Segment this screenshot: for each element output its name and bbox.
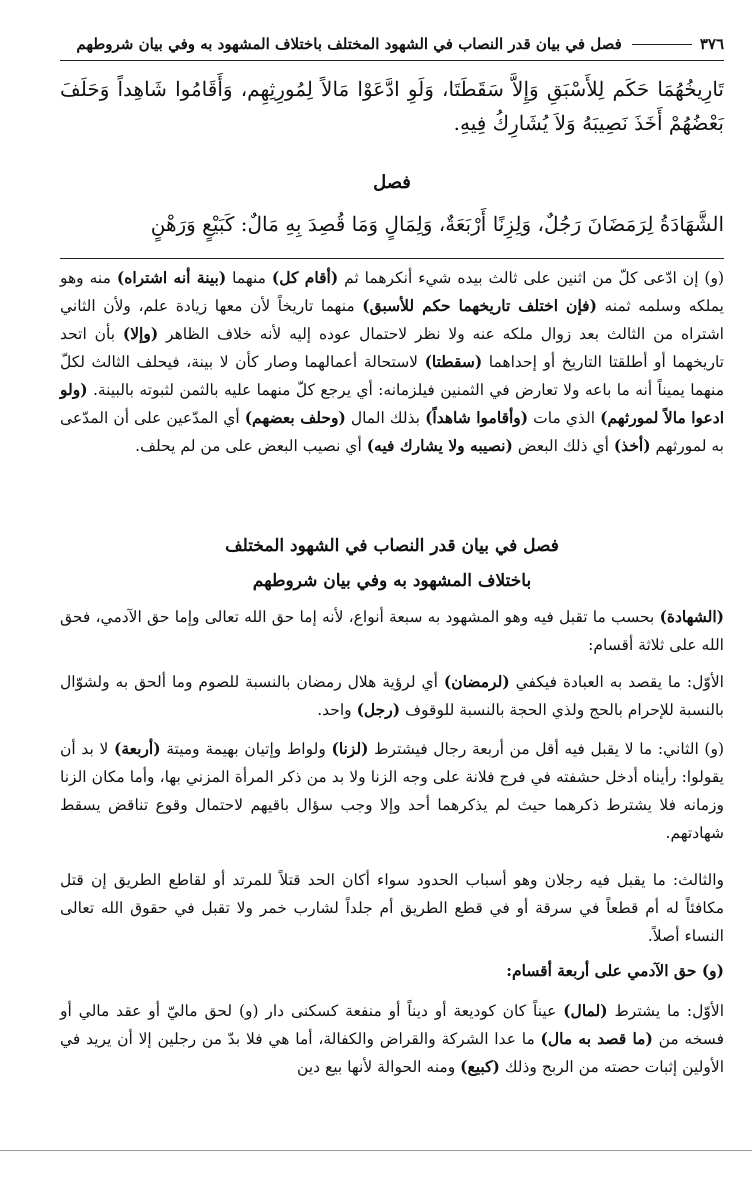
sharh-text: منهما تاريخاً لأن معها زيادة علم، ولأن الثاني اشتراه من الثالث بعد زوال ملكه عنه ولا نظر لاحتمال عوده إليه لأنه خلاف الظاهر <box>60 297 724 343</box>
matn-quote: (أربعة) <box>113 739 161 758</box>
sharh-text: الأوّل: ما يقصد به العبادة فيكفي <box>515 673 724 691</box>
matn-quote: (ما قصد به مال) <box>540 1029 653 1048</box>
sharh-text: ما عدا الشركة والقراض والكفالة، أما هي فلا بدّ من رجلين إلا أن يريد في الأولين إثبات حصته من الربح وذلك <box>60 1030 724 1076</box>
sharh-text: (و) إن ادّعى كلّ من اثنين على ثالث بيده شيء أنكرهما ثم <box>344 269 725 287</box>
sharh-text: (و) الثاني: ما لا يقبل فيه أقل من أربعة رجال فيشترط <box>374 740 725 758</box>
matn-quote: (ولو ادعوا مالاً لمورثهم) <box>60 380 725 427</box>
sharh-text: منه وهو يملكه وسلمه ثمنه <box>60 269 724 315</box>
sharh-text: عيناً كان كوديعة أو ديناً أو منفعة كسكنى دار (و) لحق ماليّ أو عقد مالي أو فسخه من <box>60 1002 724 1048</box>
sharh-text: الأوّل: ما يشترط <box>614 1002 725 1020</box>
matn-quote: (كبيع) <box>460 1057 500 1076</box>
sharh-text: أي المدّعين على أن المدّعى به لمورثهم <box>60 409 724 455</box>
matn-quote: (بينة أنه اشتراه) <box>116 268 227 287</box>
running-header <box>60 28 724 61</box>
paragraph-money <box>60 997 724 1081</box>
matn-quote: (أقام كل) <box>271 268 339 287</box>
matn-quote: (لمال) <box>563 1001 608 1020</box>
matn-quote: (الشهادة) <box>659 607 724 626</box>
sharh-text: منهما <box>232 269 266 287</box>
paragraph-first-kind <box>60 668 724 724</box>
sharh-text: ومنه الحوالة لأنها بيع دين <box>297 1058 456 1076</box>
sharh-text: ولواط وإتيان بهيمة وميتة <box>166 740 326 758</box>
matn-quote: (وإلا) <box>122 324 159 343</box>
matn-text-1: تَارِيخُهُمَا حَكَم لِلأَسْبَقِ وَإِلاَّ سَقَطَتَا، وَلَوِ ادَّعَوْا مَالاً لِمُورِثِهِم، وَأَقَامُوا شَاهِداً وَحَلَفَ بَعْضُهُمْ أَخَذَ نَصِيبَهُ وَلاَ يُشَارِكُ فِيهِ. <box>60 77 724 135</box>
matn-sharh-divider <box>60 258 724 259</box>
matn-quote: (لزنا) <box>331 739 369 758</box>
paragraph-second-kind <box>60 735 724 847</box>
matn-quote: (وحلف بعضهم) <box>244 408 346 427</box>
matn-quote: (فإن اختلف تاريخهما حكم للأسبق) <box>362 296 597 315</box>
sharh-text: بذلك المال <box>350 409 421 427</box>
header-dash <box>632 44 692 45</box>
sharh-text: أي لرؤية هلال رمضان بالنسبة للصوم وما ألحق به ولشوّال بالنسبة للإحرام بالحج ولذي الحجة بالنسبة للوقوف <box>60 673 724 719</box>
page-number: ٣٧٦ <box>699 35 724 53</box>
matn-quote: (وأقاموا شاهداً) <box>425 408 529 427</box>
page-bottom-edge <box>0 1150 752 1151</box>
section-title-line-1: فصل في بيان قدر النصاب في الشهود المختلف <box>225 536 559 556</box>
section-title-line-2: باختلاف المشهود به وفي بيان شروطهم <box>252 571 532 591</box>
sharh-text: أي ذلك البعض <box>517 437 609 455</box>
matn-quote: (أخذ) <box>613 436 651 455</box>
header-title: فصل في بيان قدر النصاب في الشهود المختلف باختلاف المشهود به وفي بيان شروطهم <box>76 35 622 53</box>
sharh-paragraph-1 <box>60 264 724 460</box>
matn-quote: (سقطتا) <box>424 352 483 371</box>
sharh-text: الذي مات <box>533 409 596 427</box>
paragraph-third-kind: والثالث: ما يقبل فيه رجلان وهو أسباب الحدود سواء أكان الحد قتلاً للمرتد أو لقاطع الطريق إن قتل مكافئاً له أم قطعاً في سرقة أو في قطع الطريق أم جلداً لشارب خمر ولا تقبل في حقوق الله تعالى النساء أصلاً. <box>60 871 724 945</box>
matn-text-2: الشَّهَادَةُ لِرَمَضَانَ رَجُلٌ، وَلِزِنًا أَرْبَعَةٌ، وَلِمَالٍ وَمَا قُصِدَ بِهِ مَالٌ: كَبَيْعٍ وَرَهْنٍ <box>150 212 724 236</box>
sharh-text: لا بد أن يقولوا: رأيناه أدخل حشفته في فرج فلانة على وجه الزنا ولا بد من ذكر المرأة المزني بها، وأما مكان الزنا وزمانه فلا يشترط ذكرهما حيث لم يذكرهما أحد وإلا وجب سؤال باقيهم لاحتمال وقوع تناقض يسقط شهادتهم. <box>60 740 724 842</box>
matn-quote: (رجل) <box>356 700 401 719</box>
fasl-heading: فصل <box>373 172 411 193</box>
paragraph-shahada <box>60 603 724 659</box>
matn-quote: (لرمضان) <box>443 672 510 691</box>
sharh-text: لاستحالة أعمالهما وصار كأن لا بينة، فيحلف الثالث لكلّ منهما يميناً أنه ما باعه ولا تعارض في الثمنين فيلزمانه: أي يرجع كلّ منهما عليه بالثمن لثبوته بالبينة. <box>60 353 725 399</box>
sharh-text: بأن اتحد تاريخهما أو أطلقتا التاريخ أو إحداهما <box>60 325 725 371</box>
sharh-text: بحسب ما تقبل فيه وهو المشهود به سبعة أنواع، لأنه إما حق الله تعالى وإما حق الآدمي، فحق الله على ثلاثة أقسام: <box>60 608 724 654</box>
paragraph-human-rights: (و) حق الآدمي على أربعة أقسام: <box>506 961 724 980</box>
sharh-text: أي نصيب البعض على من لم يحلف. <box>135 437 362 455</box>
sharh-text: واحد. <box>317 701 352 719</box>
matn-quote: (نصيبه ولا يشارك فيه) <box>366 436 513 455</box>
